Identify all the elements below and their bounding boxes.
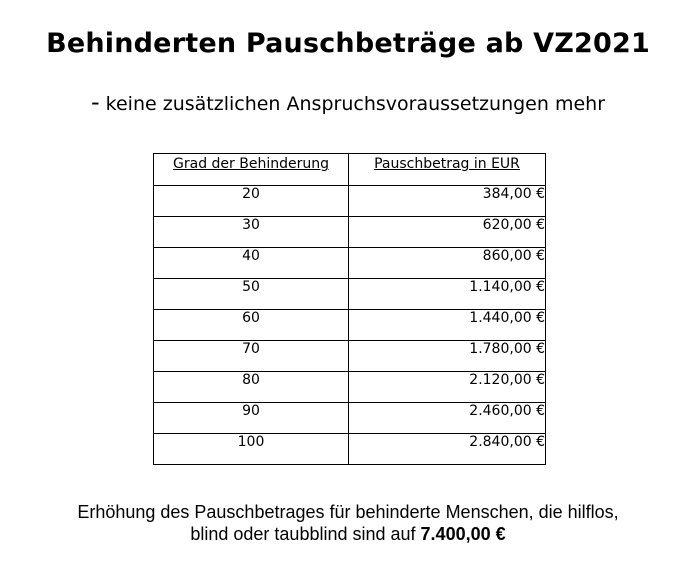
table-row <box>154 341 546 372</box>
cell-grad: 50 <box>154 279 349 310</box>
cell-betrag: 2.460,00 € <box>349 403 546 434</box>
footer-line-2 <box>0 523 696 545</box>
table-row <box>154 248 546 279</box>
subtitle-text: keine zusätzlichen Anspruchsvoraussetzungen mehr <box>105 93 605 115</box>
cell-grad: 80 <box>154 372 349 403</box>
footer-line-2-text: blind oder taubblind sind auf <box>190 524 416 544</box>
cell-betrag: 2.120,00 € <box>349 372 546 403</box>
pauschbetrag-table <box>153 153 546 465</box>
subtitle-dash: - <box>90 88 100 116</box>
cell-grad: 20 <box>154 186 349 217</box>
cell-grad: 70 <box>154 341 349 372</box>
cell-betrag: 1.440,00 € <box>349 310 546 341</box>
table-row <box>154 217 546 248</box>
cell-grad: 30 <box>154 217 349 248</box>
cell-grad: 40 <box>154 248 349 279</box>
footer-line-1: Erhöhung des Pauschbetrages für behinderte Menschen, die hilflos, <box>77 502 619 522</box>
table-row <box>154 186 546 217</box>
cell-betrag: 620,00 € <box>349 217 546 248</box>
header-grad: Grad der Behinderung <box>154 154 349 186</box>
cell-betrag: 1.140,00 € <box>349 279 546 310</box>
cell-grad: 60 <box>154 310 349 341</box>
cell-betrag: 2.840,00 € <box>349 434 546 465</box>
table-row <box>154 403 546 434</box>
cell-grad: 90 <box>154 403 349 434</box>
footer-amount: 7.400,00 € <box>420 524 506 544</box>
footer-note <box>0 501 696 545</box>
table-header-row <box>154 154 546 186</box>
cell-betrag: 860,00 € <box>349 248 546 279</box>
table-row <box>154 372 546 403</box>
subtitle <box>0 88 696 116</box>
page-title: Behinderten Pauschbeträge ab VZ2021 <box>46 28 650 59</box>
table-row <box>154 310 546 341</box>
cell-betrag: 1.780,00 € <box>349 341 546 372</box>
table-row <box>154 434 546 465</box>
header-betrag: Pauschbetrag in EUR <box>349 154 546 186</box>
table-row <box>154 279 546 310</box>
cell-grad: 100 <box>154 434 349 465</box>
cell-betrag: 384,00 € <box>349 186 546 217</box>
